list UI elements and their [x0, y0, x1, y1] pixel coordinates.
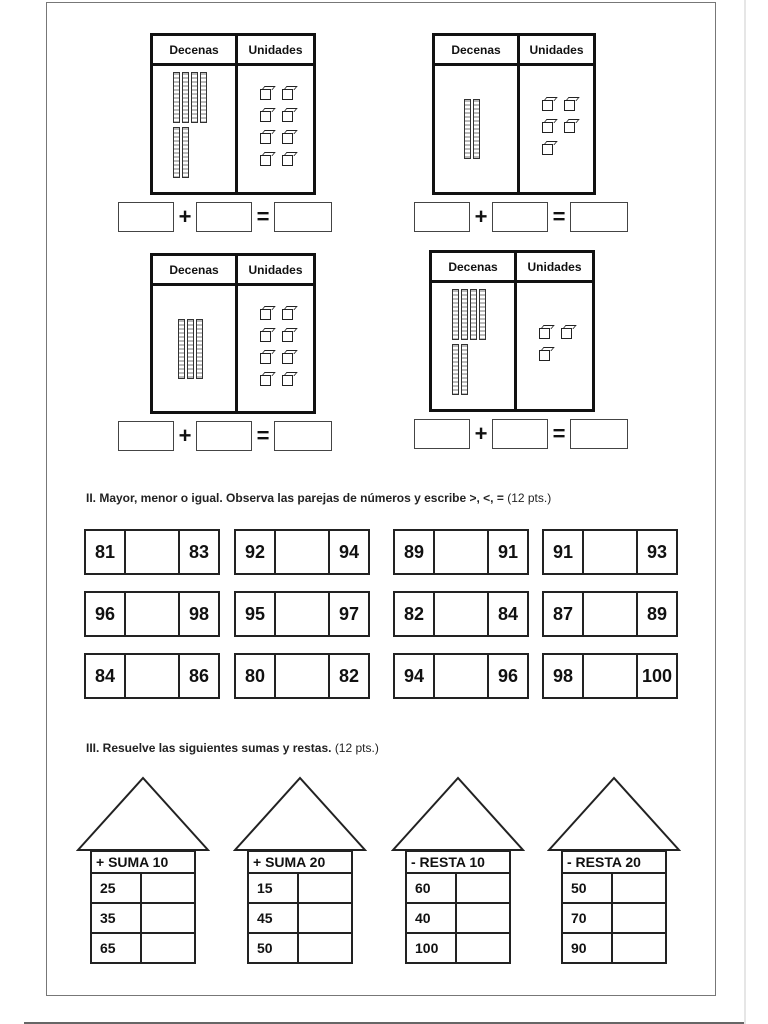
ten-rod: [173, 127, 180, 178]
place-value-table: [429, 250, 595, 412]
unit-cube: [539, 350, 550, 361]
comparison-answer-slot[interactable]: [124, 531, 180, 573]
left-number: 94: [403, 665, 425, 686]
units-answer-box[interactable]: [492, 202, 548, 232]
unit-cube: [539, 328, 550, 339]
units-answer-box[interactable]: [196, 421, 252, 451]
house-answer-cell[interactable]: [299, 904, 351, 932]
comparison-box: [84, 591, 220, 637]
units-answer-box[interactable]: [492, 419, 548, 449]
units-header: Unidades: [238, 36, 313, 66]
house-number: 25: [92, 874, 142, 902]
ten-rod: [452, 289, 459, 340]
ten-rod: [479, 289, 486, 340]
unit-cube: [282, 155, 293, 166]
house-answer-cell[interactable]: [299, 934, 351, 962]
house-answer-cell[interactable]: [457, 904, 509, 932]
house-grid: [405, 872, 511, 964]
comparison-box: [84, 653, 220, 699]
house-row: [249, 902, 351, 932]
left-number: 91: [552, 541, 574, 562]
ten-rod: [461, 289, 468, 340]
comparison-box: [542, 653, 678, 699]
place-value-equation: [414, 202, 628, 232]
units-header: Unidades: [238, 256, 313, 286]
comparison-answer-slot[interactable]: [124, 655, 180, 697]
left-number: 92: [244, 541, 266, 562]
house-roof: [547, 776, 681, 856]
tens-column: [432, 253, 514, 409]
house-row: [407, 872, 509, 902]
comparison-box: [393, 653, 529, 699]
house-row: [249, 932, 351, 962]
units-answer-box[interactable]: [196, 202, 252, 232]
comparison-box: [234, 591, 370, 637]
comparison-answer-slot[interactable]: [124, 593, 180, 635]
unit-cube: [260, 353, 271, 364]
unit-cube: [542, 122, 553, 133]
ten-rod: [187, 319, 194, 379]
equals-sign: =: [256, 423, 270, 448]
house-number: 40: [407, 904, 457, 932]
place-value-table: [432, 33, 596, 195]
equals-sign: =: [552, 204, 566, 229]
unit-cube: [260, 309, 271, 320]
house-number: 35: [92, 904, 142, 932]
math-house: [547, 776, 681, 966]
comparison-box: [542, 591, 678, 637]
unit-cube: [542, 144, 553, 155]
right-number: 83: [188, 541, 210, 562]
comparison-answer-slot[interactable]: [582, 531, 638, 573]
comparison-box: [542, 529, 678, 575]
ten-rod: [200, 72, 207, 123]
ten-rod: [461, 344, 468, 395]
unit-cube: [260, 133, 271, 144]
house-answer-cell[interactable]: [142, 874, 194, 902]
unit-cube: [282, 331, 293, 342]
unit-cube: [564, 122, 575, 133]
house-row: [563, 872, 665, 902]
house-roof: [233, 776, 367, 856]
math-house: [233, 776, 367, 966]
left-number: 96: [94, 603, 116, 624]
unit-cube: [282, 133, 293, 144]
house-grid: [247, 872, 353, 964]
right-number: 100: [641, 665, 673, 686]
tens-header: Decenas: [435, 36, 517, 66]
comparison-answer-slot[interactable]: [274, 531, 330, 573]
equals-sign: =: [256, 204, 270, 229]
unit-cube: [260, 89, 271, 100]
house-answer-cell[interactable]: [613, 904, 665, 932]
tens-answer-box[interactable]: [118, 202, 174, 232]
section-3-points: (12 pts.): [334, 741, 379, 755]
unit-cube: [282, 309, 293, 320]
right-number: 97: [338, 603, 360, 624]
ten-rod: [182, 72, 189, 123]
comparison-box: [393, 591, 529, 637]
total-answer-box[interactable]: [274, 421, 332, 451]
unit-cube: [282, 111, 293, 122]
house-answer-cell[interactable]: [613, 934, 665, 962]
house-row: [407, 932, 509, 962]
unit-cube: [282, 375, 293, 386]
page-edge: [744, 0, 746, 1024]
house-answer-cell[interactable]: [613, 874, 665, 902]
left-number: 84: [94, 665, 116, 686]
ten-rod: [452, 344, 459, 395]
comparison-box: [234, 529, 370, 575]
house-answer-cell[interactable]: [299, 874, 351, 902]
house-number: 15: [249, 874, 299, 902]
ten-rod: [464, 99, 471, 159]
place-value-equation: [414, 419, 628, 449]
comparison-answer-slot[interactable]: [274, 655, 330, 697]
equals-sign: =: [552, 421, 566, 446]
section-2-title: [86, 491, 551, 505]
place-value-equation: [118, 202, 332, 232]
plus-sign: +: [474, 204, 488, 229]
place-value-table: [150, 33, 316, 195]
left-number: 95: [244, 603, 266, 624]
right-number: 94: [338, 541, 360, 562]
right-number: 84: [497, 603, 519, 624]
house-grid: [90, 872, 196, 964]
house-operation-label: + SUMA 20: [247, 850, 353, 874]
house-operation-label: - RESTA 10: [405, 850, 511, 874]
units-column: [514, 253, 592, 409]
ten-rod: [182, 127, 189, 178]
left-number: 82: [403, 603, 425, 624]
ten-rod: [178, 319, 185, 379]
right-number: 86: [188, 665, 210, 686]
right-number: 91: [497, 541, 519, 562]
house-row: [92, 902, 194, 932]
total-answer-box[interactable]: [570, 419, 628, 449]
comparison-answer-slot[interactable]: [433, 655, 489, 697]
unit-cube: [260, 375, 271, 386]
ten-rod: [470, 289, 477, 340]
tens-column: [153, 256, 235, 411]
house-row: [407, 902, 509, 932]
unit-cube: [564, 100, 575, 111]
units-header: Unidades: [520, 36, 593, 66]
unit-cube: [542, 100, 553, 111]
comparison-answer-slot[interactable]: [582, 593, 638, 635]
comparison-answer-slot[interactable]: [582, 655, 638, 697]
house-number: 45: [249, 904, 299, 932]
house-row: [92, 932, 194, 962]
house-number: 100: [407, 934, 457, 962]
comparison-answer-slot[interactable]: [433, 531, 489, 573]
plus-sign: +: [178, 204, 192, 229]
house-operation-label: + SUMA 10: [90, 850, 196, 874]
right-number: 96: [497, 665, 519, 686]
house-answer-cell[interactable]: [457, 874, 509, 902]
comparison-box: [84, 529, 220, 575]
house-row: [563, 902, 665, 932]
section-3-instruction: III. Resuelve las siguientes sumas y restas.: [86, 741, 332, 755]
house-roof: [391, 776, 525, 856]
section-2-instruction: II. Mayor, menor o igual. Observa las parejas de números y escribe >, <, =: [86, 491, 504, 505]
plus-sign: +: [474, 421, 488, 446]
math-house: [391, 776, 525, 966]
house-row: [563, 932, 665, 962]
tens-column: [153, 36, 235, 192]
units-header: Unidades: [517, 253, 592, 283]
right-number: 89: [646, 603, 668, 624]
tens-answer-box[interactable]: [118, 421, 174, 451]
units-column: [235, 36, 313, 192]
comparison-answer-slot[interactable]: [274, 593, 330, 635]
left-number: 89: [403, 541, 425, 562]
comparison-box: [234, 653, 370, 699]
tens-header: Decenas: [153, 256, 235, 286]
plus-sign: +: [178, 423, 192, 448]
total-answer-box[interactable]: [274, 202, 332, 232]
house-answer-cell[interactable]: [142, 904, 194, 932]
house-number: 65: [92, 934, 142, 962]
units-column: [235, 256, 313, 411]
right-number: 98: [188, 603, 210, 624]
unit-cube: [282, 89, 293, 100]
right-number: 82: [338, 665, 360, 686]
left-number: 98: [552, 665, 574, 686]
tens-header: Decenas: [153, 36, 235, 66]
units-column: [517, 36, 593, 192]
house-roof: [76, 776, 210, 856]
ten-rod: [191, 72, 198, 123]
house-number: 70: [563, 904, 613, 932]
ten-rod: [196, 319, 203, 379]
left-number: 81: [94, 541, 116, 562]
comparison-box: [393, 529, 529, 575]
right-number: 93: [646, 541, 668, 562]
house-grid: [561, 872, 667, 964]
section-2-points: (12 pts.): [507, 491, 552, 505]
section-3-title: [86, 741, 379, 755]
left-number: 80: [244, 665, 266, 686]
house-number: 60: [407, 874, 457, 902]
tens-answer-box[interactable]: [414, 419, 470, 449]
unit-cube: [260, 111, 271, 122]
tens-column: [435, 36, 517, 192]
unit-cube: [561, 328, 572, 339]
math-house: [76, 776, 210, 966]
ten-rod: [173, 72, 180, 123]
house-number: 50: [563, 874, 613, 902]
unit-cube: [260, 331, 271, 342]
tens-answer-box[interactable]: [414, 202, 470, 232]
house-answer-cell[interactable]: [457, 934, 509, 962]
left-number: 87: [552, 603, 574, 624]
unit-cube: [282, 353, 293, 364]
house-row: [92, 872, 194, 902]
house-number: 90: [563, 934, 613, 962]
house-number: 50: [249, 934, 299, 962]
ten-rod: [473, 99, 480, 159]
house-answer-cell[interactable]: [142, 934, 194, 962]
comparison-answer-slot[interactable]: [433, 593, 489, 635]
total-answer-box[interactable]: [570, 202, 628, 232]
tens-header: Decenas: [432, 253, 514, 283]
house-row: [249, 872, 351, 902]
place-value-equation: [118, 421, 332, 451]
house-operation-label: - RESTA 20: [561, 850, 667, 874]
place-value-table: [150, 253, 316, 414]
unit-cube: [260, 155, 271, 166]
